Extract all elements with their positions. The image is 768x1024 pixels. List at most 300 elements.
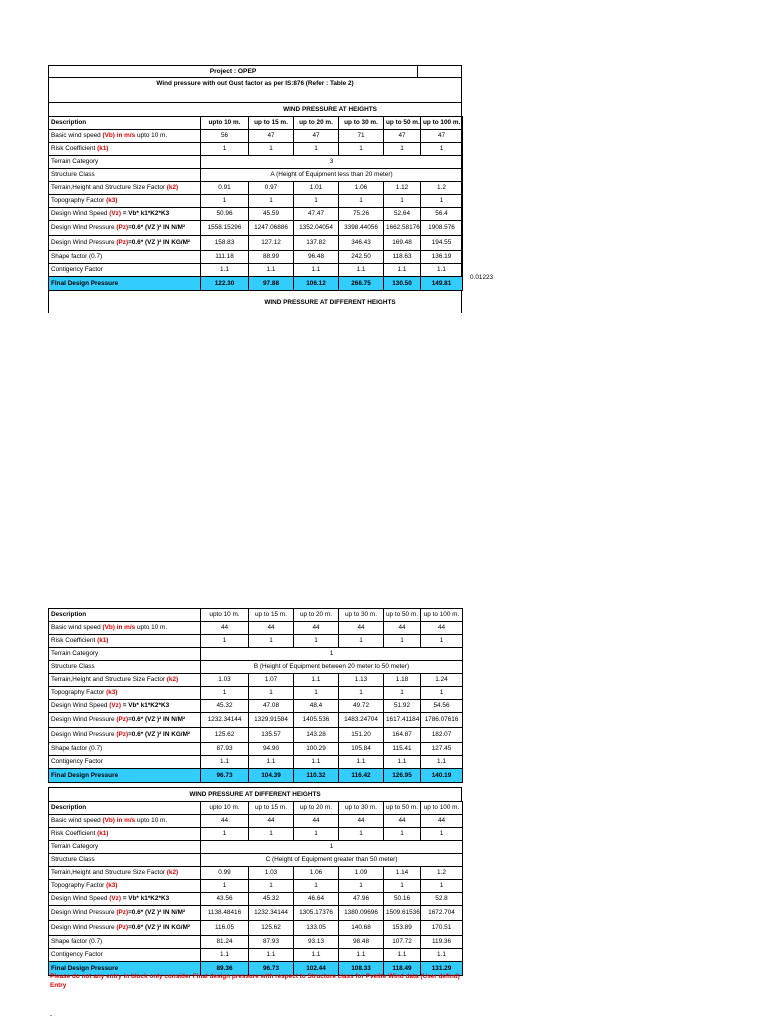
cell-value: 1.01 [294, 182, 339, 195]
cell-value: 1 [201, 648, 463, 661]
cell-value: 1138.48416 [201, 906, 249, 921]
cell-value: 1.1 [249, 949, 294, 962]
row-label: Contigency Factor [49, 949, 201, 962]
cell-value: 0.97 [249, 182, 294, 195]
cell-value: 96.73 [249, 962, 294, 976]
cell-value: 56 [201, 130, 249, 143]
cell-value: 116.42 [339, 769, 384, 783]
cell-value: 1 [339, 143, 384, 156]
cell-value: 88.99 [249, 251, 294, 264]
cell-value: 1.1 [294, 949, 339, 962]
cell-value: 47 [294, 130, 339, 143]
cell-value: 1.1 [249, 756, 294, 769]
row-label-part: (k1) [97, 145, 109, 152]
table-row [49, 208, 463, 221]
cell-value: 96.73 [201, 769, 249, 783]
table-row [49, 841, 463, 854]
row-label [49, 828, 201, 841]
stray-mark: - [50, 1012, 53, 1019]
cell-value: 1.1 [294, 264, 339, 277]
row-label-part: (k3) [106, 197, 118, 204]
cell-value: 111.18 [201, 251, 249, 264]
cell-value: 47 [249, 130, 294, 143]
cell-value: 1 [421, 828, 463, 841]
row-label-part: =0.6* (VZ )² IN N/M² [128, 716, 186, 723]
table-row [49, 156, 463, 169]
row-label [49, 221, 201, 236]
table3-caption-box [48, 787, 462, 801]
row-label-part: (Pz) [116, 716, 129, 723]
table-row [49, 728, 463, 743]
cell-value: 44 [339, 622, 384, 635]
row-label: Structure Class [49, 661, 201, 674]
cell-value: 1.12 [384, 182, 421, 195]
cell-value: 87.93 [201, 743, 249, 756]
cell-value: 1 [201, 687, 249, 700]
side-value: 0.01223 [470, 274, 494, 281]
cell-value: 170.51 [421, 921, 463, 936]
cell-value: 1 [249, 828, 294, 841]
cell-value: 1.1 [201, 756, 249, 769]
row-label-part: Topography Factor [51, 689, 107, 696]
cell-value: 44 [421, 622, 463, 635]
cell-value: 0.91 [201, 182, 249, 195]
row-label: Final Design Pressure [49, 769, 201, 783]
cell-value: 51.92 [384, 700, 421, 713]
cell-value: 44 [249, 815, 294, 828]
row-label-part: Terrain,Height and Structure Size Factor [51, 869, 167, 876]
cell-value: 3 [201, 156, 463, 169]
cell-value: 169.48 [384, 236, 421, 251]
cell-value: 1 [294, 687, 339, 700]
cell-value: 137.82 [294, 236, 339, 251]
cell-value: 1405.536 [294, 713, 339, 728]
cell-value: 43.56 [201, 893, 249, 906]
cell-value: 1 [421, 143, 463, 156]
cell-value: 44 [249, 622, 294, 635]
cell-value: 242.50 [339, 251, 384, 264]
row-label [49, 130, 201, 143]
cell-value: 98.48 [339, 936, 384, 949]
cell-value: 1 [249, 635, 294, 648]
row-label-part: Design Wind Speed [51, 702, 110, 709]
cell-value: 1232.34144 [201, 713, 249, 728]
cell-value: 108.33 [339, 962, 384, 976]
wind-table-3 [48, 801, 463, 976]
row-label: Terrain Category [49, 648, 201, 661]
row-label: Shape factor (0.7) [49, 251, 201, 264]
row-label [49, 728, 201, 743]
column-header-height: up to 100 m. [421, 802, 463, 815]
cell-value: 1 [339, 828, 384, 841]
row-label-part: Terrain,Height and Structure Size Factor [51, 676, 167, 683]
cell-value: 110.32 [294, 769, 339, 783]
cell-value: 94.90 [249, 743, 294, 756]
cell-value: 44 [339, 815, 384, 828]
cell-value: 0.99 [201, 867, 249, 880]
row-label-part: Design Wind Pressure [51, 924, 117, 931]
cell-value: 1.2 [421, 182, 463, 195]
table-row [49, 143, 463, 156]
cell-value: 44 [384, 815, 421, 828]
subtitle-row [48, 78, 462, 103]
cell-value: 346.43 [339, 236, 384, 251]
cell-value: 1.1 [294, 674, 339, 687]
row-label [49, 815, 201, 828]
row-label [49, 906, 201, 921]
row-label-part: Design Wind Pressure [51, 909, 117, 916]
column-header-height: up to 15 m. [249, 117, 294, 130]
column-header-height: upto 10 m. [201, 609, 249, 622]
row-label-part: =0.6* (VZ )² IN N/M² [128, 909, 186, 916]
cell-value: 106.12 [294, 277, 339, 291]
cell-value: 149.81 [421, 277, 463, 291]
project-title-side-box [417, 65, 462, 78]
column-header-height: up to 100 m. [421, 117, 463, 130]
row-label [49, 893, 201, 906]
column-header-height: up to 30 m. [339, 802, 384, 815]
table1-wrap [48, 116, 463, 291]
row-label [49, 867, 201, 880]
table-row [49, 648, 463, 661]
cell-value: 1 [249, 143, 294, 156]
cell-value: 1 [294, 143, 339, 156]
table-row [49, 635, 463, 648]
table-row [49, 880, 463, 893]
cell-value: 1 [384, 880, 421, 893]
cell-value: 102.44 [294, 962, 339, 976]
cell-value: 1 [201, 143, 249, 156]
cell-value: 151.20 [339, 728, 384, 743]
table-row [49, 182, 463, 195]
cell-value: 1.06 [294, 867, 339, 880]
table-row [49, 661, 463, 674]
row-label-part: (Pz) [116, 224, 129, 231]
row-label [49, 195, 201, 208]
row-label [49, 687, 201, 700]
cell-value: 1.2 [421, 867, 463, 880]
cell-value: 54.56 [421, 700, 463, 713]
cell-value: 1.1 [384, 264, 421, 277]
cell-value: 1.1 [339, 264, 384, 277]
row-label-part: = Vb* k1*K2*K3 [120, 210, 170, 217]
cell-value: 1 [201, 195, 249, 208]
table-row [49, 854, 463, 867]
cell-value: 1 [294, 880, 339, 893]
row-label-part: (k2) [166, 869, 179, 876]
cell-value: 47.08 [249, 700, 294, 713]
cell-value: 143.28 [294, 728, 339, 743]
cell-value: A (Height of Equipment less than 20 meter) [201, 169, 463, 182]
cell-value: 1.1 [249, 264, 294, 277]
table-row [49, 622, 463, 635]
row-label-part: upto 10 m. [135, 624, 168, 631]
row-label-part: (Vb) in m/s [102, 817, 136, 824]
cell-value: 1 [339, 635, 384, 648]
row-label-part: Topography Factor [51, 882, 107, 889]
table-row [49, 713, 463, 728]
project-title-box [48, 65, 418, 78]
cell-value: 182.07 [421, 728, 463, 743]
cell-value: 1 [294, 195, 339, 208]
cell-value: 44 [384, 622, 421, 635]
row-label-part: (k1) [97, 637, 109, 644]
table-row [49, 815, 463, 828]
row-label-part: (k2) [166, 184, 179, 191]
cell-value: 1 [421, 880, 463, 893]
cell-value: 1 [294, 828, 339, 841]
row-label-part: =0.6* (VZ )² IN N/M² [128, 224, 186, 231]
cell-value: 47 [384, 130, 421, 143]
cell-value: 1558.15296 [201, 221, 249, 236]
cell-value: 1 [421, 195, 463, 208]
cell-value: 135.57 [249, 728, 294, 743]
cell-value: 1.06 [339, 182, 384, 195]
row-label-part: Design Wind Pressure [51, 716, 117, 723]
cell-value: 44 [294, 622, 339, 635]
row-label [49, 182, 201, 195]
table-row [49, 251, 463, 264]
cell-value: 1.1 [421, 756, 463, 769]
cell-value: 1 [339, 880, 384, 893]
column-header-description: Description [49, 802, 201, 815]
table1-caption: WIND PRESSURE AT HEIGHTS [283, 106, 377, 113]
cell-value: 119.36 [421, 936, 463, 949]
cell-value: 47.96 [339, 893, 384, 906]
cell-value: 1 [201, 880, 249, 893]
cell-value: 44 [421, 815, 463, 828]
column-header-height: up to 50 m. [384, 117, 421, 130]
row-label-part: Design Wind Speed [51, 210, 110, 217]
cell-value: 127.12 [249, 236, 294, 251]
table-row [49, 769, 463, 783]
wind-table-2 [48, 608, 463, 783]
header-row [49, 117, 463, 130]
row-label [49, 713, 201, 728]
cell-value: 153.89 [384, 921, 421, 936]
cell-value: 1509.61536 [384, 906, 421, 921]
cell-value: 45.32 [249, 893, 294, 906]
cell-value: 127.45 [421, 743, 463, 756]
row-label-part: (Vz) [109, 702, 121, 709]
column-header-height: up to 50 m. [384, 802, 421, 815]
row-label-part: (Vz) [109, 895, 121, 902]
cell-value: 96.48 [294, 251, 339, 264]
cell-value: 47 [421, 130, 463, 143]
cell-value: 1 [201, 828, 249, 841]
table-row [49, 277, 463, 291]
cell-value: 1908.576 [421, 221, 463, 236]
cell-value: 97.88 [249, 277, 294, 291]
row-label-part: (Vb) in m/s [102, 624, 136, 631]
cell-value: 1380.09696 [339, 906, 384, 921]
cell-value: 45.59 [249, 208, 294, 221]
row-label-part: Risk Coefficient [51, 145, 98, 152]
cell-value: 48.4 [294, 700, 339, 713]
cell-value: 1352.04054 [294, 221, 339, 236]
column-header-height: up to 20 m. [294, 117, 339, 130]
cell-value: 44 [294, 815, 339, 828]
cell-value: 1 [294, 635, 339, 648]
row-label [49, 921, 201, 936]
table-row [49, 893, 463, 906]
row-label-part: Risk Coefficient [51, 637, 98, 644]
cell-value: 105.84 [339, 743, 384, 756]
cell-value: 122.30 [201, 277, 249, 291]
cell-value: 52.64 [384, 208, 421, 221]
cell-value: 1.1 [294, 756, 339, 769]
cell-value: 49.72 [339, 700, 384, 713]
cell-value: 45.32 [201, 700, 249, 713]
row-label-part: Basic wind speed [51, 817, 103, 824]
cell-value: 52.8 [421, 893, 463, 906]
cell-value: 1 [339, 687, 384, 700]
cell-value: 1 [421, 635, 463, 648]
subtitle: Wind pressure with out Gust factor as per IS:876 (Refer : Table 2) [156, 80, 354, 87]
table-row [49, 828, 463, 841]
row-label [49, 700, 201, 713]
row-label-part: Design Wind Pressure [51, 731, 117, 738]
row-label [49, 880, 201, 893]
row-label: Shape factor (0.7) [49, 936, 201, 949]
table-row [49, 756, 463, 769]
row-label-part: (Pz) [116, 239, 129, 246]
row-label-part: (Pz) [116, 731, 129, 738]
column-header-height: up to 20 m. [294, 802, 339, 815]
table2-wrap [48, 608, 463, 783]
cell-value: 116.05 [201, 921, 249, 936]
row-label-part: =0.6* (VZ )² IN KG/M² [128, 924, 191, 931]
cell-value: 75.26 [339, 208, 384, 221]
entry-note: Please do not any entry in block only consider Final design pressure with respect to Structure class for Pvelite Wind data (User defind) Entry [50, 973, 460, 989]
row-label-part: Basic wind speed [51, 132, 103, 139]
cell-value: 140.68 [339, 921, 384, 936]
row-label: Final Design Pressure [49, 962, 201, 976]
cell-value: 1.24 [421, 674, 463, 687]
row-label: Terrain Category [49, 841, 201, 854]
header-row [49, 609, 463, 622]
column-header-height: up to 20 m. [294, 609, 339, 622]
column-header-height: up to 50 m. [384, 609, 421, 622]
cell-value: 1 [384, 143, 421, 156]
row-label-part: Design Wind Speed [51, 895, 110, 902]
row-label-part: =0.6* (VZ )² IN KG/M² [128, 239, 191, 246]
cell-value: 81.24 [201, 936, 249, 949]
cell-value: 93.13 [294, 936, 339, 949]
row-label: Contigency Factor [49, 756, 201, 769]
cell-value: 194.55 [421, 236, 463, 251]
cell-value: 1 [249, 195, 294, 208]
cell-value: 126.95 [384, 769, 421, 783]
cell-value: 1.1 [201, 264, 249, 277]
cell-value: 1483.24704 [339, 713, 384, 728]
cell-value: 1672.704 [421, 906, 463, 921]
row-label-part: Design Wind Pressure [51, 224, 117, 231]
cell-value: 1.1 [421, 264, 463, 277]
cell-value: 100.29 [294, 743, 339, 756]
cell-value: B (Height of Equipment between 20 meter to 50 meter) [201, 661, 463, 674]
cell-value: 140.19 [421, 769, 463, 783]
column-header-description: Description [49, 609, 201, 622]
row-label-part: upto 10 m. [135, 817, 168, 824]
table3-caption: WIND PRESSURE AT DIFFERENT HEIGHTS [189, 791, 321, 798]
cell-value: 47.47 [294, 208, 339, 221]
cell-value: 118.49 [384, 962, 421, 976]
table-row [49, 949, 463, 962]
row-label [49, 622, 201, 635]
cell-value: 89.36 [201, 962, 249, 976]
row-label: Structure Class [49, 854, 201, 867]
cell-value: 1 [201, 841, 463, 854]
row-label-part: =0.6* (VZ )² IN KG/M² [128, 731, 191, 738]
table2-top-caption: WIND PRESSURE AT DIFFERENT HEIGHTS [264, 299, 396, 306]
row-label-part: upto 10 m. [135, 132, 168, 139]
row-label: Terrain Category [49, 156, 201, 169]
cell-value: 1.18 [384, 674, 421, 687]
cell-value: 266.75 [339, 277, 384, 291]
column-header-height: upto 10 m. [201, 802, 249, 815]
cell-value: 1232.34144 [249, 906, 294, 921]
cell-value: 87.93 [249, 936, 294, 949]
cell-value: 130.50 [384, 277, 421, 291]
table-row [49, 936, 463, 949]
cell-value: 1662.58176 [384, 221, 421, 236]
row-label-part: (Vb) in m/s [102, 132, 136, 139]
cell-value: 56.4 [421, 208, 463, 221]
row-label: Shape factor (0.7) [49, 743, 201, 756]
cell-value: C (Height of Equipment greater than 50 meter) [201, 854, 463, 867]
table-row [49, 743, 463, 756]
cell-value: 1.1 [201, 949, 249, 962]
cell-value: 1 [421, 687, 463, 700]
cell-value: 44 [201, 622, 249, 635]
column-header-height: up to 15 m. [249, 802, 294, 815]
row-label [49, 208, 201, 221]
cell-value: 136.19 [421, 251, 463, 264]
row-label-part: Terrain,Height and Structure Size Factor [51, 184, 167, 191]
cell-value: 131.29 [421, 962, 463, 976]
cell-value: 1247.06886 [249, 221, 294, 236]
cell-value: 44 [201, 815, 249, 828]
cell-value: 71 [339, 130, 384, 143]
row-label-part: (k3) [106, 689, 118, 696]
header-row [49, 802, 463, 815]
row-label: Contigency Factor [49, 264, 201, 277]
table-row [49, 921, 463, 936]
row-label: Final Design Pressure [49, 277, 201, 291]
cell-value: 1 [249, 687, 294, 700]
cell-value: 1.1 [339, 756, 384, 769]
cell-value: 1.03 [249, 867, 294, 880]
table-row [49, 195, 463, 208]
column-header-height: up to 15 m. [249, 609, 294, 622]
table3-wrap [48, 801, 463, 976]
cell-value: 1 [201, 635, 249, 648]
table-row [49, 906, 463, 921]
row-label [49, 236, 201, 251]
row-label-part: (Vz) [109, 210, 121, 217]
cell-value: 1.09 [339, 867, 384, 880]
row-label: Structure Class [49, 169, 201, 182]
table-row [49, 130, 463, 143]
table-row [49, 169, 463, 182]
cell-value: 46.64 [294, 893, 339, 906]
cell-value: 164.87 [384, 728, 421, 743]
row-label [49, 635, 201, 648]
project-title: Project : OPEP [209, 68, 257, 75]
row-label-part: Topography Factor [51, 197, 107, 204]
cell-value: 1 [384, 195, 421, 208]
